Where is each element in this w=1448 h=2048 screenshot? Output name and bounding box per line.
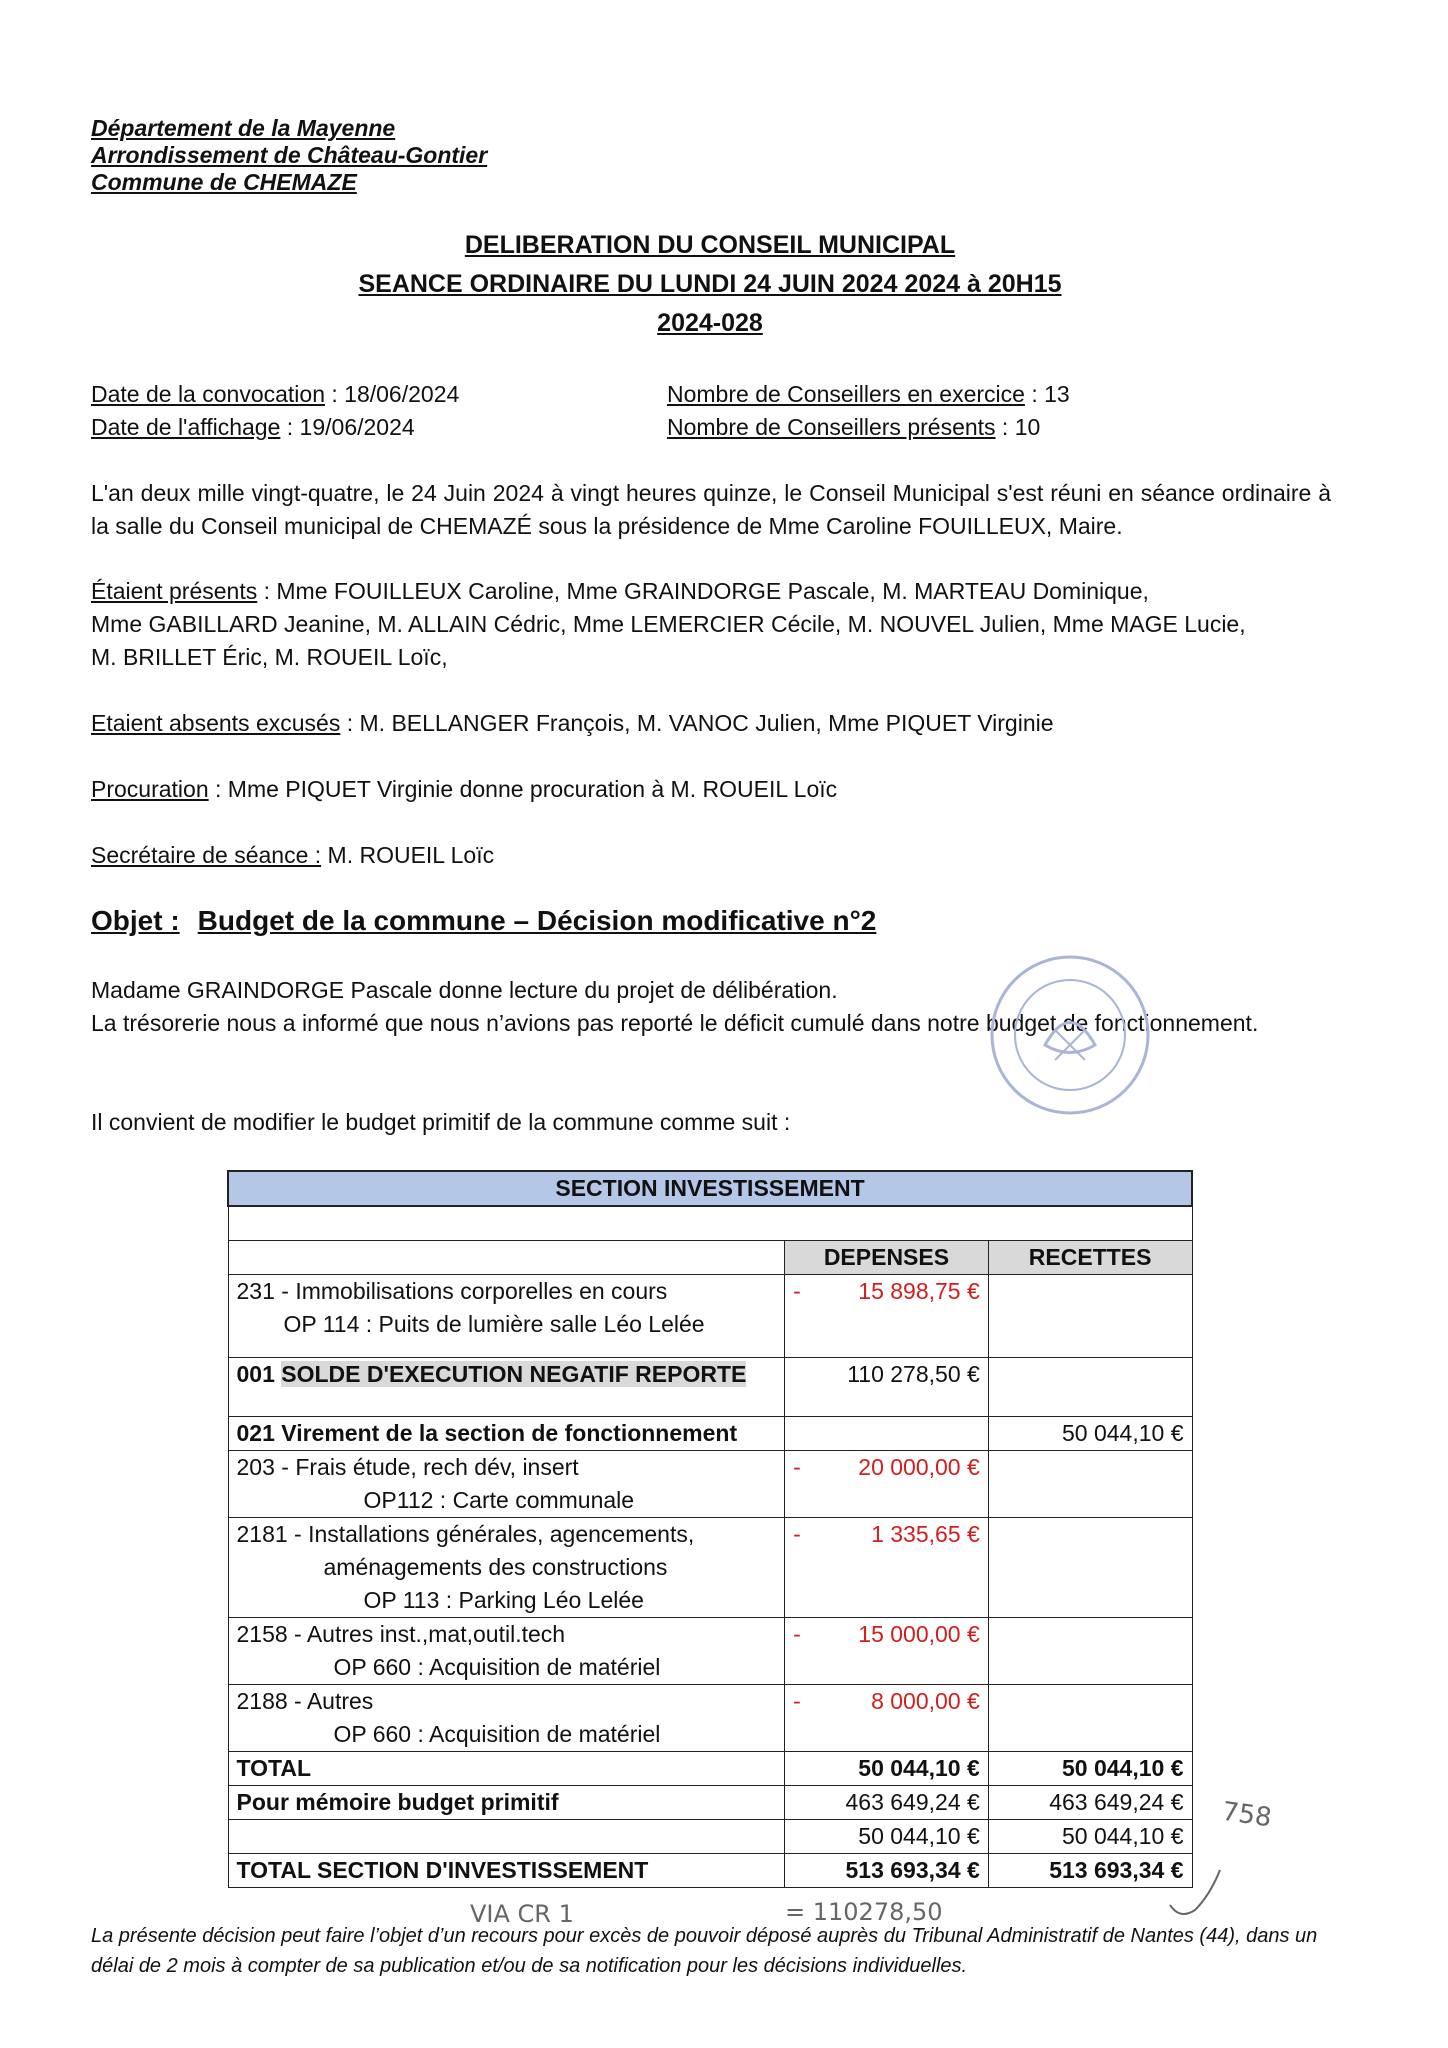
deliberation-number: 2024-028 [657,309,763,337]
minus-sign: - [793,1688,801,1714]
total-section-depenses: 513 693,34 € [785,1854,989,1888]
depense-value: 15 000,00 € [858,1621,980,1647]
objet-heading [91,905,876,937]
label-cell [228,1685,785,1752]
presents-names-1: : Mme FOUILLEUX Caroline, Mme GRAINDORGE Pascale, M. MARTEAU Dominique, [257,578,1149,604]
total-depenses: 50 044,10 € [785,1752,989,1786]
row-label: SOLDE D'EXECUTION NEGATIF REPORTE [281,1361,747,1387]
table-row [228,1171,1192,1206]
dm-recettes: 50 044,10 € [988,1820,1192,1854]
label-cell [228,1451,785,1518]
procuration-line [91,773,837,806]
total-label: TOTAL [228,1752,785,1786]
row-sublabel: OP 113 : Parking Léo Lelée [363,1587,644,1613]
presents-count-label: Nombre de Conseillers présents [667,414,996,440]
table-row [228,1752,1192,1786]
minus-sign: - [793,1454,801,1480]
depense-value: 20 000,00 € [858,1454,980,1480]
table-row [228,1275,1192,1358]
affichage-date [91,411,415,444]
depense-cell [785,1518,989,1618]
legal-footer: La présente décision peut faire l’objet d’un recours pour excès de pouvoir déposé auprès du Tribunal Administratif de Nantes (44), dans un délai de 2 mois à compter de sa publication et/ou de sa notification pour les décisions individuelles. [91,1925,1318,1977]
depense-cell [785,1417,989,1451]
recette-cell [988,1518,1192,1618]
recette-cell [988,1451,1192,1518]
body-paragraph-3: Il convient de modifier le budget primitif de la commune comme suit : [91,1109,791,1135]
depense-cell: 110 278,50 € [785,1358,989,1417]
mairie-seal-stamp [985,950,1155,1120]
depense-cell [785,1451,989,1518]
table-row [228,1241,1192,1275]
table-row [228,1518,1192,1618]
conseillers-exercice [667,378,1070,411]
body-paragraph-2: La trésorerie nous a informé que nous n’avions pas reporté le déficit cumulé dans notre budget de fonctionnement. [91,1010,1259,1036]
recette-cell [988,1275,1192,1358]
objet-label: Objet : [91,905,180,936]
recette-cell [988,1685,1192,1752]
memoire-label: Pour mémoire budget primitif [228,1786,785,1820]
seance-title: SEANCE ORDINAIRE DU LUNDI 24 JUIN 2024 2024 à 20H15 [358,270,1062,298]
label-cell [228,1618,785,1685]
convocation-value: : 18/06/2024 [325,381,460,407]
handwritten-note-via: VIA CR 1 [470,1900,574,1928]
recette-cell [988,1618,1192,1685]
presents-line-2: Mme GABILLARD Jeanine, M. ALLAIN Cédric, Mme LEMERCIER Cécile, M. NOUVEL Julien, Mme MAGE Lucie, [91,611,1246,637]
table-row [228,1618,1192,1685]
row-label: 2188 - Autres [236,1688,374,1714]
arrondissement-line: Arrondissement de Château-Gontier [91,142,488,168]
conseillers-presents [667,411,1040,444]
empty-row [228,1206,1192,1241]
label-cell: 021 Virement de la section de fonctionnement [228,1417,785,1451]
presents-label: Étaient présents [91,578,258,604]
depense-cell [785,1618,989,1685]
row-label: 2158 - Autres inst.,mat,outil.tech [236,1621,566,1647]
exercice-label: Nombre de Conseillers en exercice [667,381,1025,407]
label-cell [228,1275,785,1358]
table-row [228,1854,1192,1888]
label-cell [228,1518,785,1618]
body-paragraph-1: Madame GRAINDORGE Pascale donne lecture du projet de délibération. [91,977,838,1003]
presents-line-3: M. BRILLET Éric, M. ROUEIL Loïc, [91,644,448,670]
row-sublabel: OP 660 : Acquisition de matériel [333,1721,661,1747]
section-header: SECTION INVESTISSEMENT [228,1171,1192,1206]
absents-label: Etaient absents excusés [91,710,341,736]
minus-sign: - [793,1278,801,1304]
empty-cell [228,1241,785,1275]
presents-count-value: : 10 [995,414,1041,440]
total-section-recettes: 513 693,34 € [988,1854,1192,1888]
handwritten-note-amount: = 110278,50 [785,1898,943,1926]
memoire-depenses: 463 649,24 € [785,1786,989,1820]
presents-line-1 [91,575,1149,608]
absents-value: : M. BELLANGER François, M. VANOC Julien, Mme PIQUET Virginie [340,710,1054,736]
depense-value: 15 898,75 € [858,1278,980,1304]
row-code: 001 [236,1361,282,1387]
table-row [228,1820,1192,1854]
dm-depenses: 50 044,10 € [785,1820,989,1854]
table-row [228,1358,1192,1417]
secretaire-line [91,839,494,872]
label-cell [228,1358,785,1417]
row-sublabel: aménagements des constructions [323,1554,668,1580]
secretaire-label: Secrétaire de séance : [91,842,322,868]
budget-table [227,1170,1193,1888]
recette-cell: 50 044,10 € [988,1417,1192,1451]
total-section-label: TOTAL SECTION D'INVESTISSEMENT [228,1854,785,1888]
affichage-value: : 19/06/2024 [280,414,415,440]
exercice-value: : 13 [1024,381,1070,407]
minus-sign: - [793,1521,801,1547]
handwritten-note-758: 758 [1220,1796,1274,1834]
document-title: DELIBERATION DU CONSEIL MUNICIPAL [464,231,956,259]
objet-title: Budget de la commune – Décision modificative n°2 [197,905,877,936]
commune-line: Commune de CHEMAZE [91,169,357,195]
row-label: 231 - Immobilisations corporelles en cours [236,1278,668,1304]
procuration-value: : Mme PIQUET Virginie donne procuration à M. ROUEIL Loïc [208,776,838,802]
depense-cell [785,1685,989,1752]
row-label: 203 - Frais étude, rech dév, insert [236,1454,579,1480]
depense-value: 1 335,65 € [871,1521,980,1547]
depense-value: 8 000,00 € [871,1688,980,1714]
department-line: Département de la Mayenne [91,115,396,141]
col-recettes-header: RECETTES [988,1241,1192,1275]
row-sublabel: OP 660 : Acquisition de matériel [333,1654,661,1680]
recette-cell [988,1358,1192,1417]
convocation-date [91,378,459,411]
table-row [228,1685,1192,1752]
empty-cell [228,1820,785,1854]
secretaire-value: M. ROUEIL Loïc [321,842,495,868]
intro-paragraph: L'an deux mille vingt-quatre, le 24 Juin 2024 à vingt heures quinze, le Conseil Municipal s'est réuni en séance ordinaire à la salle du Conseil municipal de CHEMAZÉ sous la présidence de Mme Caroline FOUILLEUX, Maire. [91,480,1331,539]
row-sublabel: OP112 : Carte communale [363,1487,635,1513]
total-recettes: 50 044,10 € [988,1752,1192,1786]
table-row [228,1786,1192,1820]
convocation-label: Date de la convocation [91,381,325,407]
depense-cell [785,1275,989,1358]
col-depenses-header: DEPENSES [785,1241,989,1275]
absents-line [91,707,1054,740]
table-row [228,1451,1192,1518]
row-label: 2181 - Installations générales, agencements, [236,1521,695,1547]
procuration-label: Procuration [91,776,209,802]
affichage-label: Date de l'affichage [91,414,281,440]
memoire-recettes: 463 649,24 € [988,1786,1192,1820]
minus-sign: - [793,1621,801,1647]
checkmark-icon [1165,1865,1225,1925]
row-sublabel: OP 114 : Puits de lumière salle Léo Lelée [283,1311,705,1337]
table-row [228,1206,1192,1241]
table-row [228,1417,1192,1451]
